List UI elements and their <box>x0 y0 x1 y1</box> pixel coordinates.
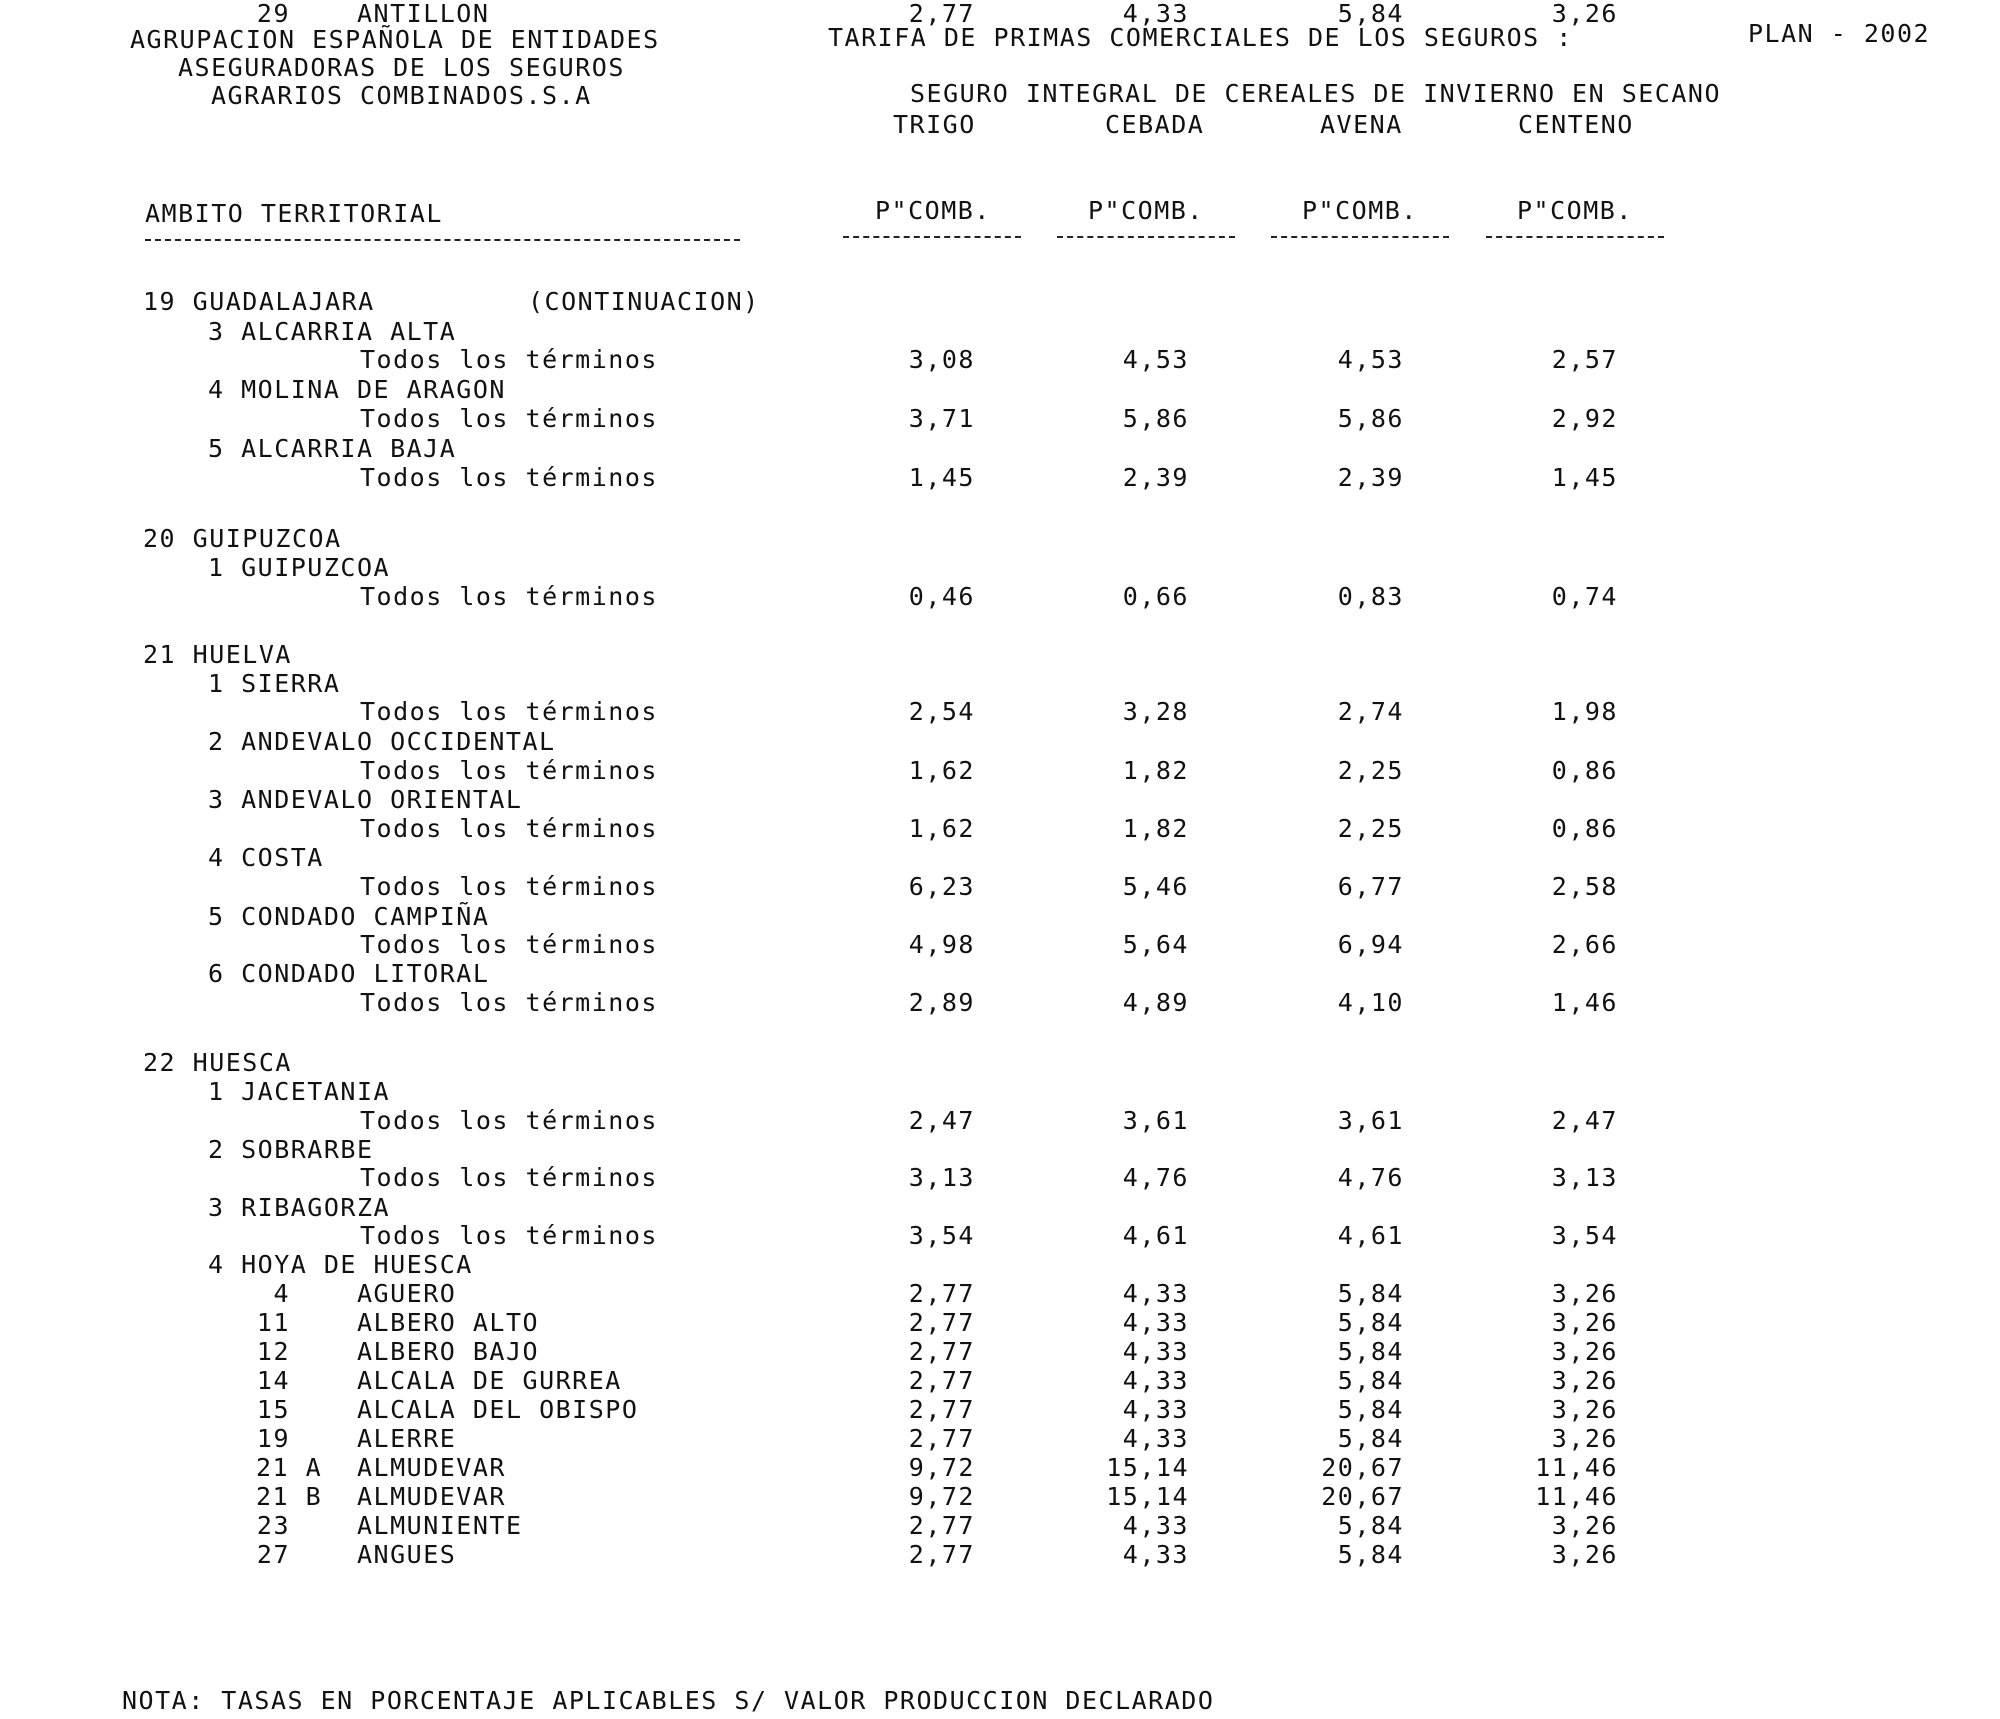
province-name: 21 HUELVA <box>143 640 292 669</box>
termino-label: Todos los términos <box>360 404 658 433</box>
termino-label: Todos los términos <box>360 582 658 611</box>
termino-label: Todos los términos <box>360 930 658 959</box>
value-avena: 4,10 <box>1337 988 1404 1017</box>
comarca-name: 3 ANDEVALO ORIENTAL <box>208 785 523 814</box>
ambito-underline <box>145 239 740 241</box>
crop-cebada: CEBADA <box>1105 110 1205 139</box>
value-avena: 6,94 <box>1337 930 1404 959</box>
value-avena: 5,84 <box>1337 1308 1404 1337</box>
value-trigo: 2,54 <box>908 697 975 726</box>
value-cebada: 4,33 <box>1122 1279 1189 1308</box>
comarca-name: 6 CONDADO LITORAL <box>208 959 490 988</box>
value-avena: 0,83 <box>1337 582 1404 611</box>
value-trigo: 2,89 <box>908 988 975 1017</box>
municipality-code: 29 <box>256 0 290 28</box>
tariff-title: TARIFA DE PRIMAS COMERCIALES DE LOS SEGUROS : <box>828 23 1573 52</box>
value-trigo: 1,62 <box>908 814 975 843</box>
municipality-code: 14 <box>256 1366 290 1395</box>
value-avena: 5,84 <box>1337 1511 1404 1540</box>
termino-label: Todos los términos <box>360 1163 658 1192</box>
municipality-name: ALBERO BAJO <box>357 1337 540 1366</box>
value-centeno: 3,26 <box>1551 0 1618 28</box>
pcomb-header-avena: P"COMB. <box>1302 196 1418 225</box>
value-trigo: 2,77 <box>908 0 975 28</box>
value-trigo: 0,46 <box>908 582 975 611</box>
value-trigo: 1,62 <box>908 756 975 785</box>
trigo-underline <box>843 236 1021 238</box>
value-cebada: 15,14 <box>1106 1453 1189 1482</box>
value-cebada: 4,33 <box>1122 1337 1189 1366</box>
value-trigo: 3,13 <box>908 1163 975 1192</box>
ambito-header: AMBITO TERRITORIAL <box>145 199 443 228</box>
value-trigo: 2,77 <box>908 1279 975 1308</box>
value-avena: 20,67 <box>1321 1453 1404 1482</box>
comarca-name: 2 SOBRARBE <box>208 1135 374 1164</box>
value-avena: 5,84 <box>1337 1395 1404 1424</box>
municipality-name: ALMUDEVAR <box>357 1453 506 1482</box>
value-avena: 4,61 <box>1337 1221 1404 1250</box>
value-cebada: 2,39 <box>1122 463 1189 492</box>
value-avena: 5,84 <box>1337 1337 1404 1366</box>
municipality-name: ALCALA DE GURREA <box>357 1366 622 1395</box>
value-cebada: 3,28 <box>1122 697 1189 726</box>
province-name: 20 GUIPUZCOA <box>143 524 342 553</box>
value-cebada: 4,76 <box>1122 1163 1189 1192</box>
municipality-name: AGUERO <box>357 1279 457 1308</box>
pcomb-header-centeno: P"COMB. <box>1517 196 1633 225</box>
value-trigo: 2,77 <box>908 1424 975 1453</box>
value-cebada: 4,33 <box>1122 1395 1189 1424</box>
crop-centeno: CENTENO <box>1518 110 1634 139</box>
value-avena: 20,67 <box>1321 1482 1404 1511</box>
municipality-code: 27 <box>256 1540 290 1569</box>
org-name-line-1: AGRUPACION ESPAÑOLA DE ENTIDADES <box>130 25 660 54</box>
footer-note: NOTA: TASAS EN PORCENTAJE APLICABLES S/ VALOR PRODUCCION DECLARADO <box>122 1686 1215 1715</box>
termino-label: Todos los términos <box>360 697 658 726</box>
value-centeno: 1,46 <box>1551 988 1618 1017</box>
value-centeno: 1,98 <box>1551 697 1618 726</box>
comarca-name: 4 MOLINA DE ARAGON <box>208 375 506 404</box>
value-cebada: 3,61 <box>1122 1106 1189 1135</box>
value-trigo: 3,54 <box>908 1221 975 1250</box>
value-trigo: 2,77 <box>908 1395 975 1424</box>
value-centeno: 2,57 <box>1551 345 1618 374</box>
comarca-name: 5 ALCARRIA BAJA <box>208 434 457 463</box>
centeno-underline <box>1486 236 1664 238</box>
value-centeno: 3,13 <box>1551 1163 1618 1192</box>
municipality-code: 23 <box>256 1511 290 1540</box>
value-centeno: 11,46 <box>1535 1482 1618 1511</box>
municipality-name: ALMUDEVAR <box>357 1482 506 1511</box>
municipality-code: 21 B <box>256 1482 323 1511</box>
value-cebada: 4,33 <box>1122 0 1189 28</box>
value-avena: 2,39 <box>1337 463 1404 492</box>
municipality-code: 4 <box>273 1279 290 1308</box>
value-trigo: 6,23 <box>908 872 975 901</box>
termino-label: Todos los términos <box>360 814 658 843</box>
value-cebada: 1,82 <box>1122 756 1189 785</box>
comarca-name: 3 ALCARRIA ALTA <box>208 317 457 346</box>
crop-avena: AVENA <box>1320 110 1403 139</box>
value-trigo: 2,77 <box>908 1308 975 1337</box>
comarca-name: 3 RIBAGORZA <box>208 1193 391 1222</box>
value-cebada: 5,86 <box>1122 404 1189 433</box>
comarca-name: 4 COSTA <box>208 843 324 872</box>
value-avena: 5,84 <box>1337 1279 1404 1308</box>
termino-label: Todos los términos <box>360 345 658 374</box>
value-centeno: 3,26 <box>1551 1308 1618 1337</box>
continuation-label: (CONTINUACION) <box>528 287 760 316</box>
municipality-name: ALERRE <box>357 1424 457 1453</box>
province-name: 19 GUADALAJARA <box>143 287 375 316</box>
value-centeno: 3,26 <box>1551 1337 1618 1366</box>
pcomb-header-cebada: P"COMB. <box>1088 196 1204 225</box>
comarca-name: 4 HOYA DE HUESCA <box>208 1250 473 1279</box>
termino-label: Todos los términos <box>360 756 658 785</box>
comarca-name: 5 CONDADO CAMPIÑA <box>208 902 490 931</box>
value-centeno: 3,26 <box>1551 1366 1618 1395</box>
value-centeno: 3,26 <box>1551 1540 1618 1569</box>
comarca-name: 1 JACETANIA <box>208 1077 391 1106</box>
value-trigo: 2,47 <box>908 1106 975 1135</box>
value-avena: 4,53 <box>1337 345 1404 374</box>
value-centeno: 3,26 <box>1551 1511 1618 1540</box>
municipality-name: ANTILLON <box>357 0 490 28</box>
municipality-name: ALCALA DEL OBISPO <box>357 1395 639 1424</box>
value-centeno: 0,86 <box>1551 814 1618 843</box>
value-trigo: 4,98 <box>908 930 975 959</box>
value-cebada: 5,64 <box>1122 930 1189 959</box>
org-name-line-3: AGRARIOS COMBINADOS.S.A <box>211 81 592 110</box>
value-cebada: 0,66 <box>1122 582 1189 611</box>
value-centeno: 1,45 <box>1551 463 1618 492</box>
value-avena: 2,25 <box>1337 756 1404 785</box>
value-cebada: 4,33 <box>1122 1308 1189 1337</box>
value-cebada: 4,33 <box>1122 1540 1189 1569</box>
value-cebada: 4,53 <box>1122 345 1189 374</box>
value-centeno: 3,54 <box>1551 1221 1618 1250</box>
value-avena: 5,86 <box>1337 404 1404 433</box>
termino-label: Todos los términos <box>360 1221 658 1250</box>
municipality-code: 15 <box>256 1395 290 1424</box>
municipality-code: 21 A <box>256 1453 323 1482</box>
value-trigo: 3,71 <box>908 404 975 433</box>
value-centeno: 3,26 <box>1551 1395 1618 1424</box>
plan-label: PLAN - 2002 <box>1748 19 1931 48</box>
value-centeno: 11,46 <box>1535 1453 1618 1482</box>
value-avena: 2,25 <box>1337 814 1404 843</box>
value-trigo: 2,77 <box>908 1511 975 1540</box>
value-cebada: 15,14 <box>1106 1482 1189 1511</box>
province-name: 22 HUESCA <box>143 1048 292 1077</box>
value-cebada: 4,89 <box>1122 988 1189 1017</box>
value-cebada: 4,33 <box>1122 1424 1189 1453</box>
municipality-name: ALMUNIENTE <box>357 1511 523 1540</box>
value-avena: 4,76 <box>1337 1163 1404 1192</box>
org-name-line-2: ASEGURADORAS DE LOS SEGUROS <box>178 53 625 82</box>
value-avena: 5,84 <box>1337 1424 1404 1453</box>
value-centeno: 2,92 <box>1551 404 1618 433</box>
municipality-code: 19 <box>256 1424 290 1453</box>
value-centeno: 0,74 <box>1551 582 1618 611</box>
value-centeno: 0,86 <box>1551 756 1618 785</box>
value-centeno: 3,26 <box>1551 1424 1618 1453</box>
value-centeno: 3,26 <box>1551 1279 1618 1308</box>
termino-label: Todos los términos <box>360 1106 658 1135</box>
cebada-underline <box>1057 236 1235 238</box>
value-centeno: 2,58 <box>1551 872 1618 901</box>
value-avena: 2,74 <box>1337 697 1404 726</box>
insurance-title: SEGURO INTEGRAL DE CEREALES DE INVIERNO EN SECANO <box>910 79 1722 108</box>
value-avena: 5,84 <box>1337 1366 1404 1395</box>
value-centeno: 2,66 <box>1551 930 1618 959</box>
termino-label: Todos los términos <box>360 463 658 492</box>
value-avena: 6,77 <box>1337 872 1404 901</box>
pcomb-header-trigo: P"COMB. <box>875 196 991 225</box>
value-trigo: 2,77 <box>908 1337 975 1366</box>
value-trigo: 9,72 <box>908 1482 975 1511</box>
municipality-name: ANGUES <box>357 1540 457 1569</box>
crop-trigo: TRIGO <box>893 110 976 139</box>
value-trigo: 3,08 <box>908 345 975 374</box>
avena-underline <box>1271 236 1449 238</box>
value-centeno: 2,47 <box>1551 1106 1618 1135</box>
value-avena: 3,61 <box>1337 1106 1404 1135</box>
value-trigo: 9,72 <box>908 1453 975 1482</box>
value-cebada: 4,33 <box>1122 1511 1189 1540</box>
value-avena: 5,84 <box>1337 0 1404 28</box>
municipality-code: 11 <box>256 1308 290 1337</box>
comarca-name: 2 ANDEVALO OCCIDENTAL <box>208 727 556 756</box>
value-trigo: 2,77 <box>908 1540 975 1569</box>
value-trigo: 1,45 <box>908 463 975 492</box>
value-cebada: 5,46 <box>1122 872 1189 901</box>
value-cebada: 1,82 <box>1122 814 1189 843</box>
municipality-name: ALBERO ALTO <box>357 1308 540 1337</box>
value-avena: 5,84 <box>1337 1540 1404 1569</box>
value-trigo: 2,77 <box>908 1366 975 1395</box>
termino-label: Todos los términos <box>360 988 658 1017</box>
comarca-name: 1 SIERRA <box>208 669 341 698</box>
termino-label: Todos los términos <box>360 872 658 901</box>
municipality-code: 12 <box>256 1337 290 1366</box>
comarca-name: 1 GUIPUZCOA <box>208 553 391 582</box>
value-cebada: 4,33 <box>1122 1366 1189 1395</box>
value-cebada: 4,61 <box>1122 1221 1189 1250</box>
